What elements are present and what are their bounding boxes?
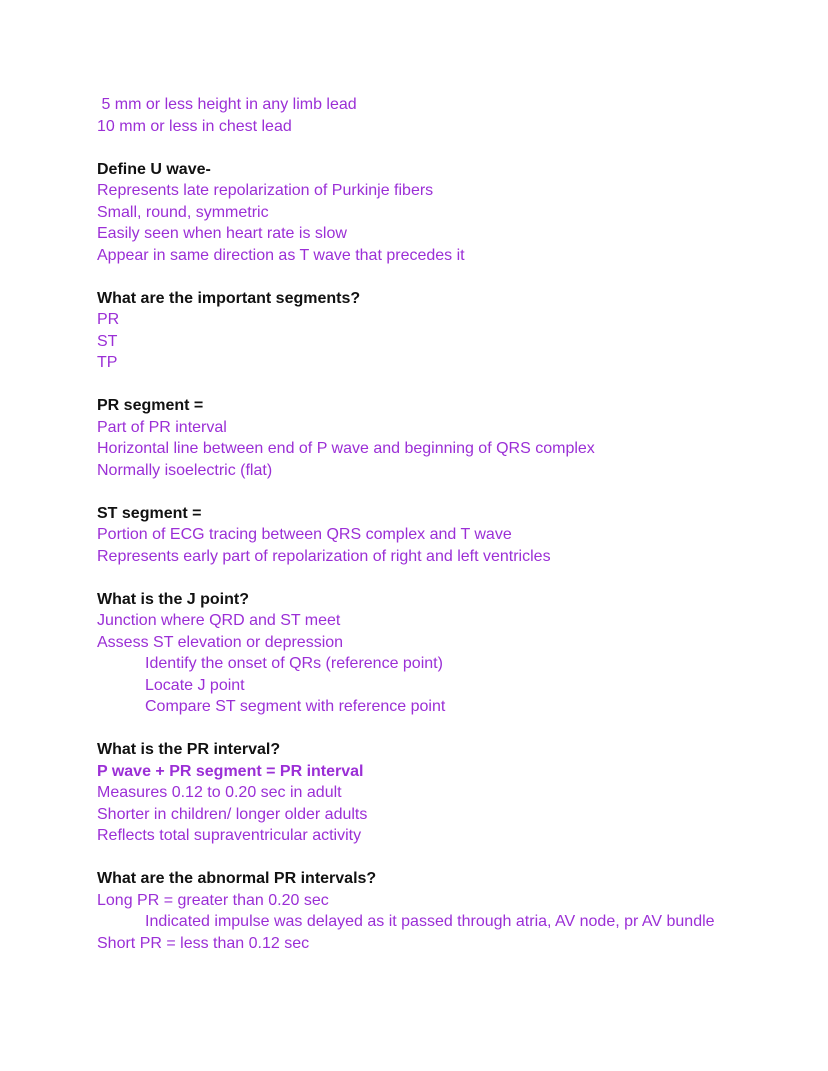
text-line: P wave + PR segment = PR interval <box>97 762 364 780</box>
text-line: Identify the onset of QRs (reference point) <box>145 655 443 672</box>
text-line: Normally isoelectric (flat) <box>97 461 273 479</box>
document-content <box>97 94 757 954</box>
text-line: Represents early part of repolarization of right and left ventricles <box>97 547 551 565</box>
section-heading: PR segment = <box>97 397 204 414</box>
blank-line <box>97 137 757 159</box>
section-heading: Define U wave- <box>97 160 211 178</box>
blank-line <box>97 481 757 503</box>
text-line: Shorter in children/ longer older adults <box>97 805 368 823</box>
text-line: Locate J point <box>145 676 245 694</box>
text-line: Short PR = less than 0.12 sec <box>97 934 310 952</box>
text-line: Assess ST elevation or depression <box>97 633 344 651</box>
text-line: Small, round, symmetric <box>97 203 269 221</box>
text-line: Measures 0.12 to 0.20 sec in adult <box>97 784 342 801</box>
text-line: 10 mm or less in chest lead <box>97 117 292 135</box>
text-line: 5 mm or less height in any limb lead <box>97 96 357 113</box>
text-line: Long PR = greater than 0.20 sec <box>97 891 329 909</box>
section-heading: ST segment = <box>97 504 202 522</box>
blank-line <box>97 374 757 396</box>
text-line: Indicated impulse was delayed as it passed through atria, AV node, pr AV bundle <box>145 913 715 930</box>
text-line: Reflects total supraventricular activity <box>97 827 362 844</box>
text-line: Part of PR interval <box>97 418 227 436</box>
text-line: Junction where QRD and ST meet <box>97 612 341 629</box>
section-heading: What is the PR interval? <box>97 741 281 758</box>
text-line: Compare ST segment with reference point <box>145 698 446 715</box>
text-line: TP <box>97 354 118 371</box>
text-line: Appear in same direction as T wave that precedes it <box>97 246 465 264</box>
section-heading: What are the important segments? <box>97 289 361 307</box>
text-line: PR <box>97 311 120 328</box>
blank-line <box>97 266 757 288</box>
text-line: ST <box>97 332 118 350</box>
text-line: Easily seen when heart rate is slow <box>97 225 347 242</box>
blank-line <box>97 718 757 740</box>
text-line: Horizontal line between end of P wave and beginning of QRS complex <box>97 440 595 457</box>
text-line: Represents late repolarization of Purkinje fibers <box>97 182 434 199</box>
text-line: Portion of ECG tracing between QRS complex and T wave <box>97 526 512 543</box>
section-heading: What are the abnormal PR intervals? <box>97 870 377 887</box>
section-heading: What is the J point? <box>97 590 249 608</box>
blank-line <box>97 567 757 589</box>
blank-line <box>97 847 757 869</box>
